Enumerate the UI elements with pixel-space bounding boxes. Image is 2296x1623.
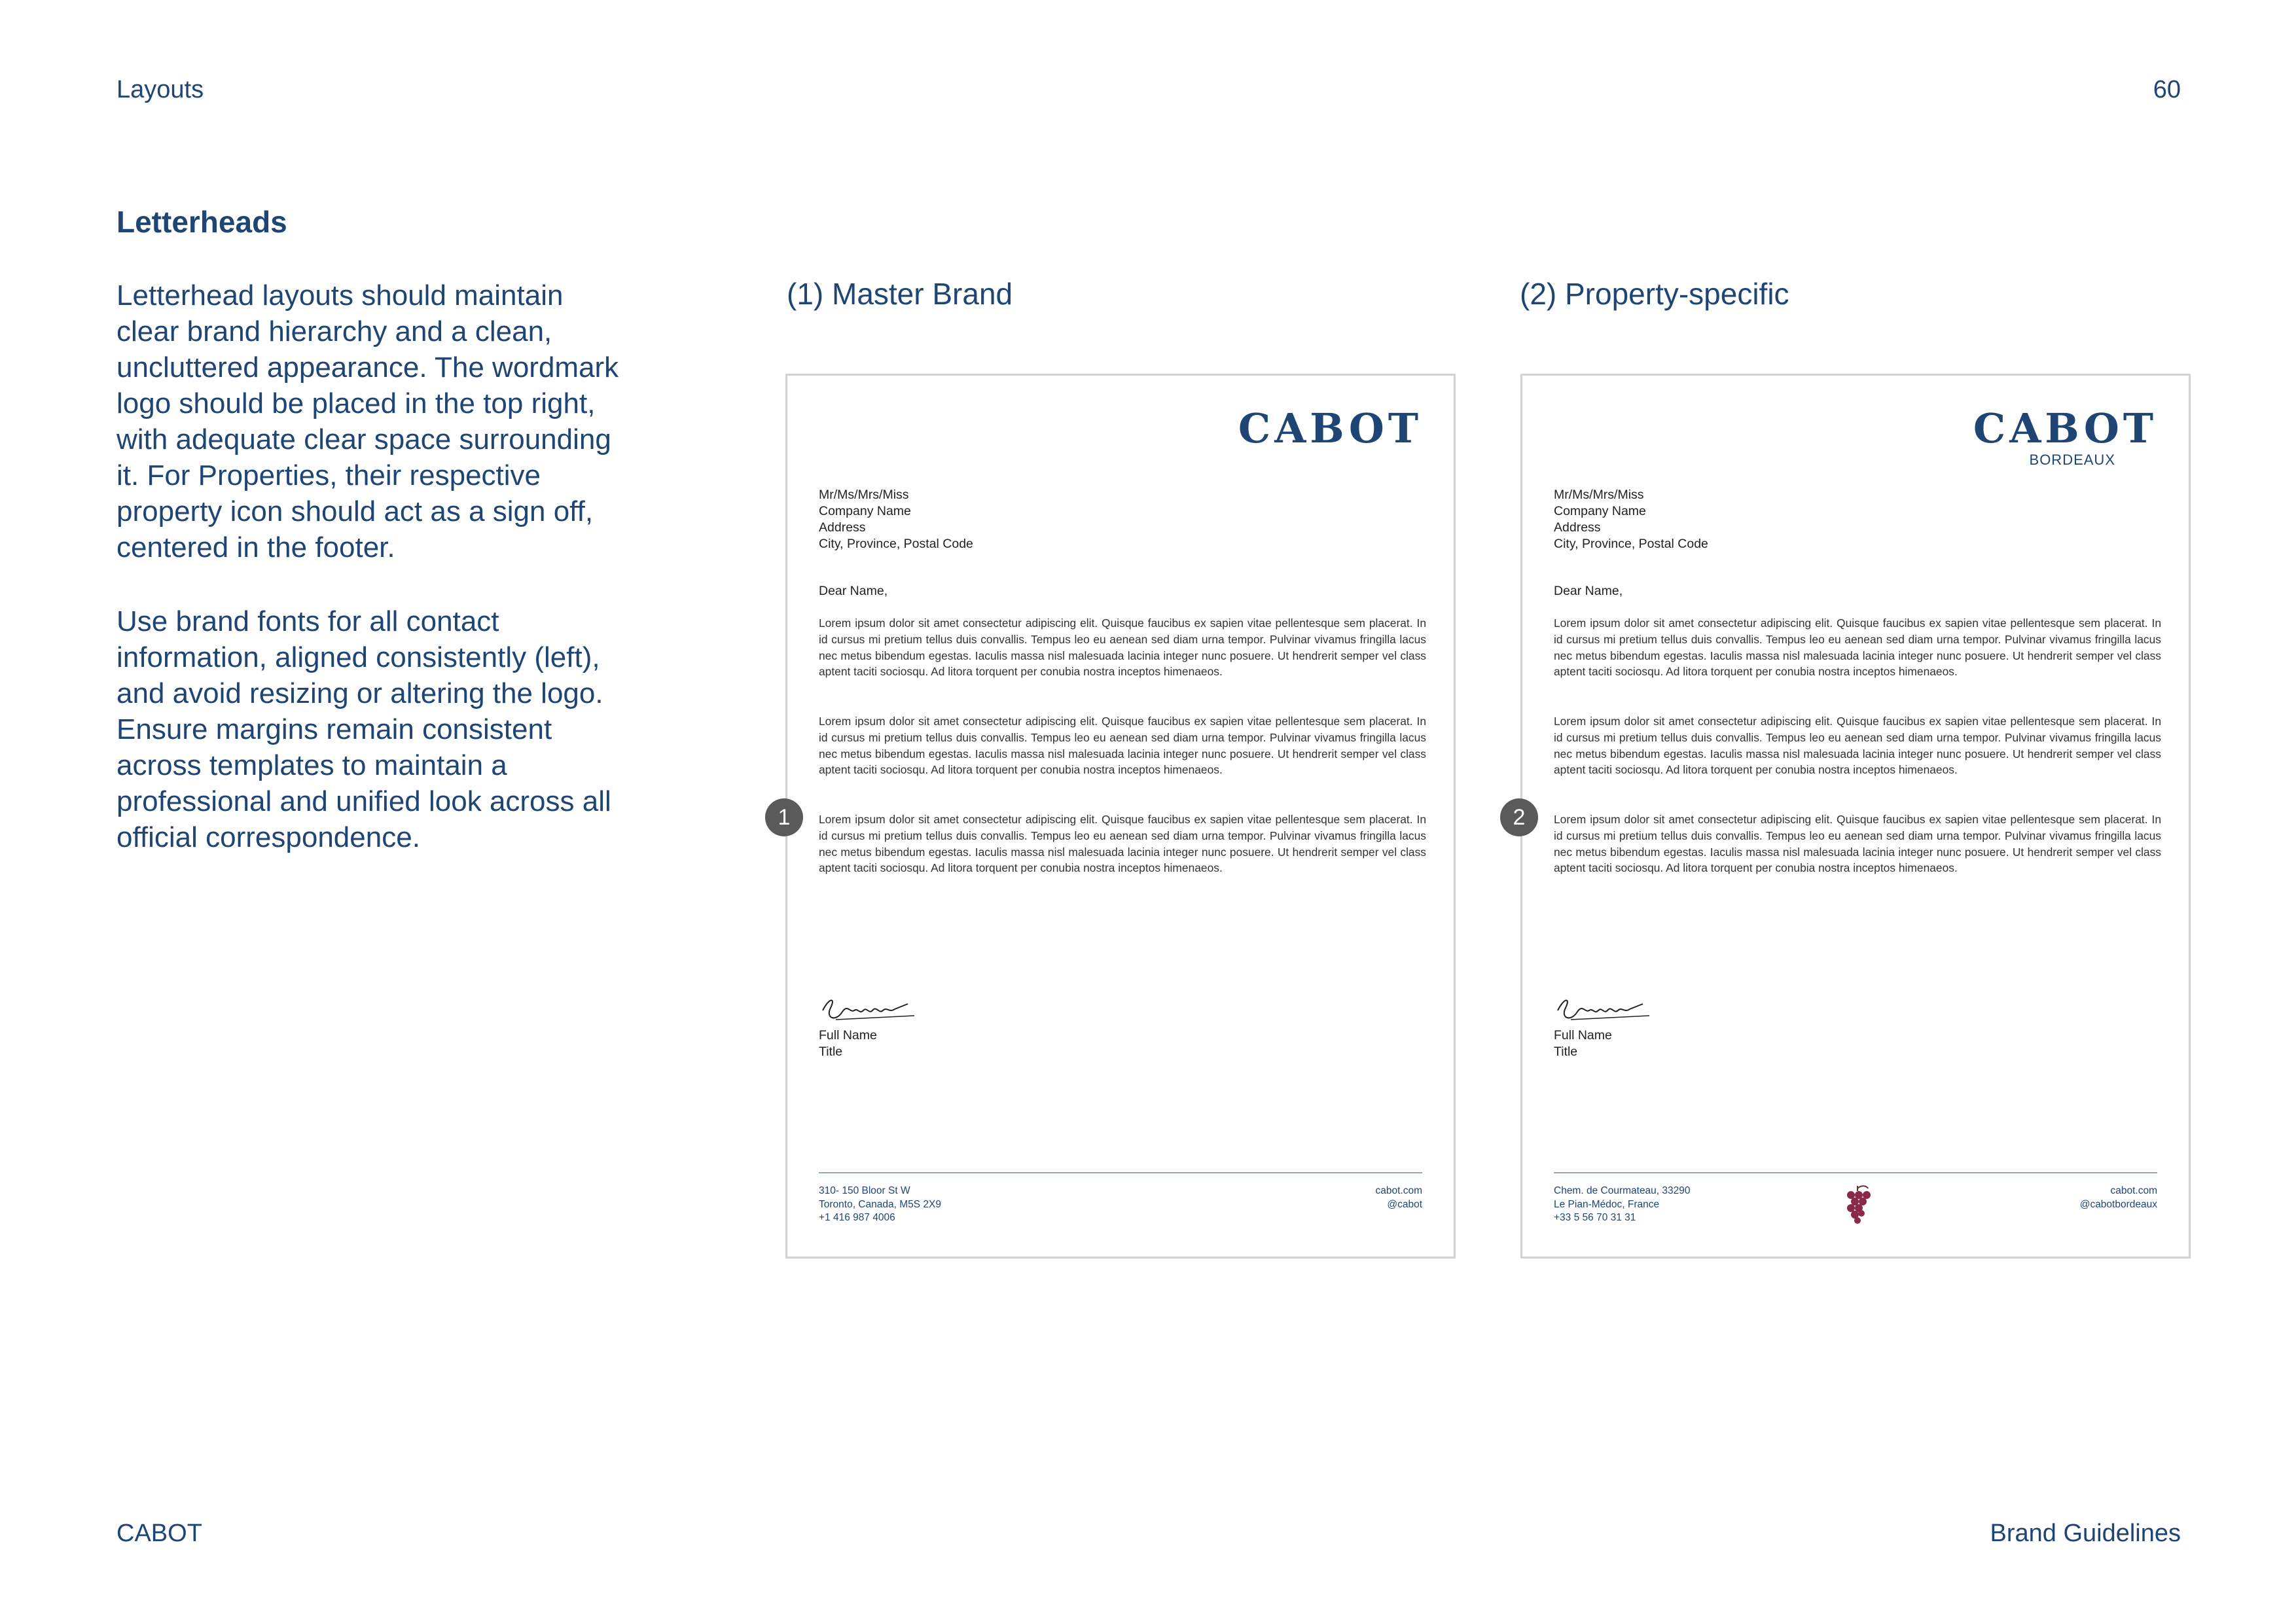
recipient-block <box>819 487 973 552</box>
cabot-wordmark-logo: CABOT <box>1973 404 2157 452</box>
footer-address <box>1554 1185 1691 1225</box>
intro-paragraph-1: Letterhead layouts should maintain clear brand hierarchy and a clean, uncluttered appearance. The wordmark logo should be placed in the top right, with adequate clear space surrounding it. For Properties, their respective property icon should act as a sign off, centered in the footer. <box>117 279 619 563</box>
body-paragraph: Lorem ipsum dolor sit amet consectetur adipiscing elit. Quisque faucibus ex sapien vitae pellentesque sem placerat. In id cursus mi pretium tellus duis convallis. Tempus leo eu aenean sed diam urna tempor. Pulvinar vivamus fringilla lacus nec metus bibendum egestas. Iaculis massa nisl malesuada lacinia integer nunc posuere. Ut hendrerit semper vel class aptent taciti sociosqu. Ad litora torquent per conubia nostra inceptos himenaeos. <box>819 813 1426 875</box>
recipient-line: Company Name <box>819 504 911 518</box>
property-specific-letterhead <box>1520 374 2191 1258</box>
body-paragraph: Lorem ipsum dolor sit amet consectetur adipiscing elit. Quisque faucibus ex sapien vitae pellentesque sem placerat. In id cursus mi pretium tellus duis convallis. Tempus leo eu aenean sed diam urna tempor. Pulvinar vivamus fringilla lacus nec metus bibendum egestas. Iaculis massa nisl malesuada lacinia integer nunc posuere. Ut hendrerit semper vel class aptent taciti sociosqu. Ad litora torquent per conubia nostra inceptos himenaeos. <box>819 616 1426 679</box>
footer-contact <box>2080 1185 2157 1211</box>
address-line: Chem. de Courmateau, 33290 <box>1554 1185 1691 1196</box>
footer-contact <box>1375 1185 1422 1211</box>
body-paragraph: Lorem ipsum dolor sit amet consectetur adipiscing elit. Quisque faucibus ex sapien vitae pellentesque sem placerat. In id cursus mi pretium tellus duis convallis. Tempus leo eu aenean sed diam urna tempor. Pulvinar vivamus fringilla lacus nec metus bibendum egestas. Iaculis massa nisl malesuada lacinia integer nunc posuere. Ut hendrerit semper vel class aptent taciti sociosqu. Ad litora torquent per conubia nostra inceptos himenaeos. <box>819 715 1426 777</box>
recipient-line: City, Province, Postal Code <box>819 537 973 551</box>
recipient-line: Mr/Ms/Mrs/Miss <box>1554 488 1644 502</box>
intro-paragraph-2: Use brand fonts for all contact information, aligned consistently (left), and avoid resizing or altering the logo. Ensure margins remain consistent across templates to maintain a professional and unified look across all official correspondence. <box>117 605 611 853</box>
master-brand-title: (1) Master Brand <box>787 277 1013 311</box>
property-name: BORDEAUX <box>2029 452 2115 468</box>
address-line: +33 5 56 70 31 31 <box>1554 1212 1636 1223</box>
address-line: Toronto, Canada, M5S 2X9 <box>819 1198 941 1210</box>
section-label: Layouts <box>117 76 204 103</box>
signer-name: Full Name <box>819 1028 877 1043</box>
page-heading: Letterheads <box>117 205 287 239</box>
website: cabot.com <box>1375 1185 1422 1196</box>
signature-graphic <box>1551 984 1656 1030</box>
website: cabot.com <box>2110 1185 2157 1196</box>
cabot-wordmark-logo: CABOT <box>1238 404 1422 452</box>
social-handle: @cabot <box>1387 1198 1422 1210</box>
social-handle: @cabotbordeaux <box>2079 1198 2157 1210</box>
callout-badge-2: 2 <box>1500 798 1538 836</box>
footer-divider <box>1554 1172 2157 1173</box>
signer-title: Title <box>819 1044 843 1059</box>
page-number: 60 <box>2153 76 2181 103</box>
address-line: 310- 150 Bloor St W <box>819 1185 910 1196</box>
signer-title: Title <box>1554 1044 1578 1059</box>
signer-block <box>1554 1027 1612 1060</box>
address-line: +1 416 987 4006 <box>819 1212 895 1223</box>
recipient-line: Mr/Ms/Mrs/Miss <box>819 488 909 502</box>
recipient-line: Company Name <box>1554 504 1646 518</box>
recipient-line: City, Province, Postal Code <box>1554 537 1708 551</box>
footer-brand: CABOT <box>117 1520 202 1547</box>
footer-document-title: Brand Guidelines <box>1990 1520 2181 1547</box>
property-specific-title: (2) Property-specific <box>1520 277 1789 311</box>
master-brand-letterhead <box>785 374 1456 1258</box>
footer-divider <box>819 1172 1422 1173</box>
body-paragraph: Lorem ipsum dolor sit amet consectetur adipiscing elit. Quisque faucibus ex sapien vitae pellentesque sem placerat. In id cursus mi pretium tellus duis convallis. Tempus leo eu aenean sed diam urna tempor. Pulvinar vivamus fringilla lacus nec metus bibendum egestas. Iaculis massa nisl malesuada lacinia integer nunc posuere. Ut hendrerit semper vel class aptent taciti sociosqu. Ad litora torquent per conubia nostra inceptos himenaeos. <box>1554 616 2161 679</box>
recipient-block <box>1554 487 1708 552</box>
signer-name: Full Name <box>1554 1028 1612 1043</box>
footer-address <box>819 1185 941 1225</box>
salutation: Dear Name, <box>819 584 888 598</box>
callout-badge-1: 1 <box>765 798 803 836</box>
signer-block <box>819 1027 877 1060</box>
recipient-line: Address <box>819 520 866 535</box>
body-paragraph: Lorem ipsum dolor sit amet consectetur adipiscing elit. Quisque faucibus ex sapien vitae pellentesque sem placerat. In id cursus mi pretium tellus duis convallis. Tempus leo eu aenean sed diam urna tempor. Pulvinar vivamus fringilla lacus nec metus bibendum egestas. Iaculis massa nisl malesuada lacinia integer nunc posuere. Ut hendrerit semper vel class aptent taciti sociosqu. Ad litora torquent per conubia nostra inceptos himenaeos. <box>1554 715 2161 777</box>
grape-property-icon <box>1842 1183 1873 1225</box>
body-paragraph: Lorem ipsum dolor sit amet consectetur adipiscing elit. Quisque faucibus ex sapien vitae pellentesque sem placerat. In id cursus mi pretium tellus duis convallis. Tempus leo eu aenean sed diam urna tempor. Pulvinar vivamus fringilla lacus nec metus bibendum egestas. Iaculis massa nisl malesuada lacinia integer nunc posuere. Ut hendrerit semper vel class aptent taciti sociosqu. Ad litora torquent per conubia nostra inceptos himenaeos. <box>1554 813 2161 875</box>
signature-graphic <box>816 984 921 1030</box>
salutation: Dear Name, <box>1554 584 1623 598</box>
address-line: Le Pian-Médoc, France <box>1554 1198 1660 1210</box>
recipient-line: Address <box>1554 520 1601 535</box>
